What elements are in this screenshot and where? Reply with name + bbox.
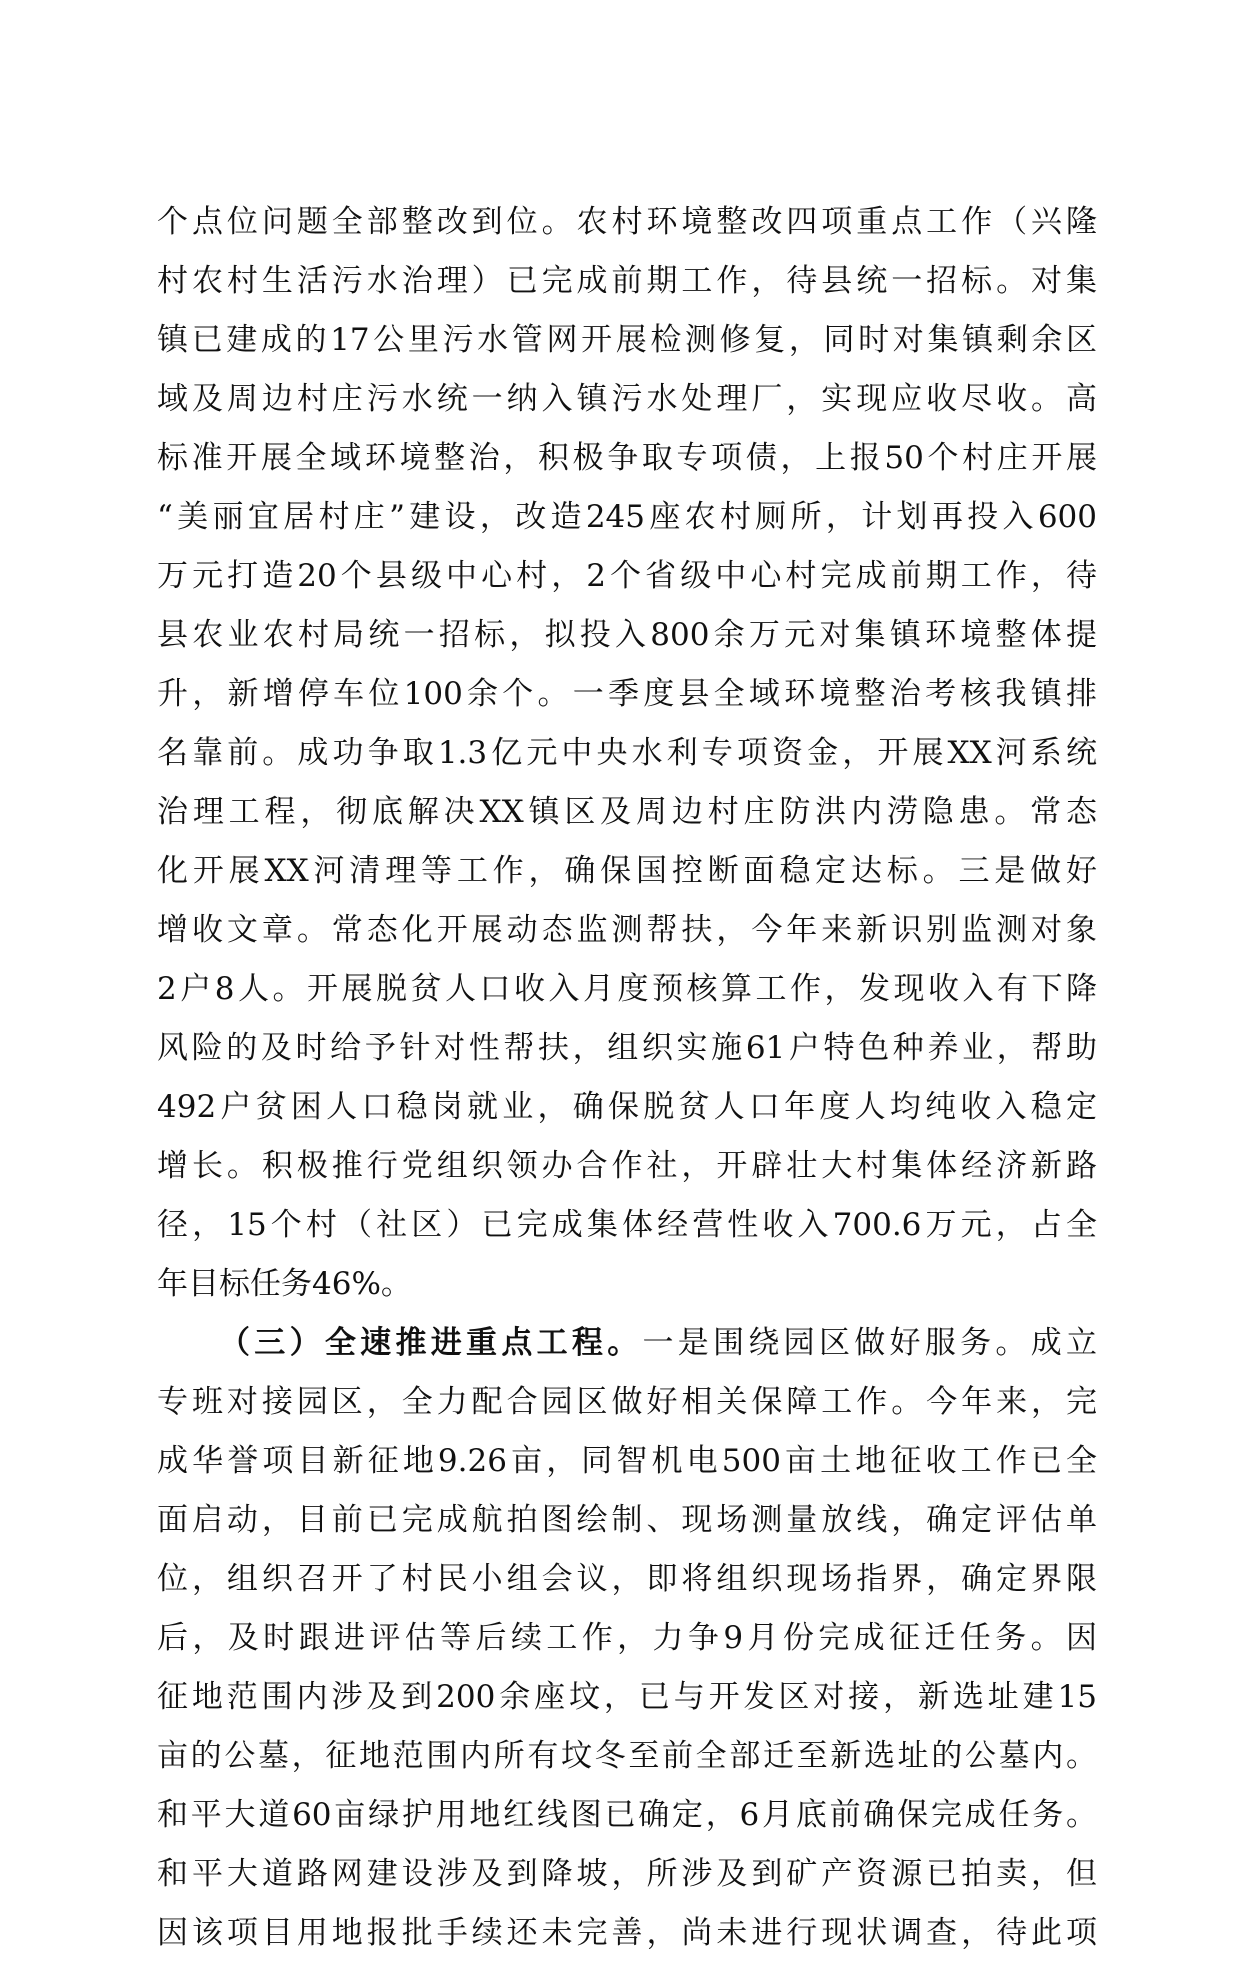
text-line: 和平大道路网建设涉及到降坡，所涉及到矿产资源已拍卖，但 (157, 1856, 1097, 1892)
text-line: 名靠前。成功争取1.3亿元中央水利专项资金，开展XX河系统 (157, 735, 1097, 771)
text-line: 征地范围内涉及到200余座坟，已与开发区对接，新选址建15 (157, 1679, 1097, 1715)
section-first-line-text: 一是围绕园区做好服务。成立 (642, 1325, 1097, 1361)
text-line: 化开展XX河清理等工作，确保国控断面稳定达标。三是做好 (157, 853, 1097, 889)
text-line: 县农业农村局统一招标，拟投入800余万元对集镇环境整体提 (157, 617, 1097, 653)
text-line: 和平大道60亩绿护用地红线图已确定，6月底前确保完成任务。 (157, 1797, 1097, 1833)
text-line: 径，15个村（社区）已完成集体经营性收入700.6万元，占全 (157, 1207, 1097, 1243)
text-line: 成华誉项目新征地9.26亩，同智机电500亩土地征收工作已全 (157, 1443, 1097, 1479)
text-line: 因该项目用地报批手续还未完善，尚未进行现状调查，待此项 (157, 1915, 1097, 1951)
text-line: 位，组织召开了村民小组会议，即将组织现场指界，确定界限 (157, 1561, 1097, 1597)
text-line: 风险的及时给予针对性帮扶，组织实施61户特色种养业，帮助 (157, 1030, 1097, 1066)
text-line: 面启动，目前已完成航拍图绘制、现场测量放线，确定评估单 (157, 1502, 1097, 1538)
text-line: 2户8人。开展脱贫人口收入月度预核算工作，发现收入有下降 (157, 971, 1097, 1007)
text-line: 治理工程，彻底解决XX镇区及周边村庄防洪内涝隐患。常态 (157, 794, 1097, 830)
text-line: 域及周边村庄污水统一纳入镇污水处理厂，实现应收尽收。高 (157, 381, 1097, 417)
text-line: “美丽宜居村庄”建设，改造245座农村厕所，计划再投入600 (157, 499, 1097, 535)
body-text (157, 193, 1097, 1963)
text-line: 增长。积极推行党组织领办合作社，开辟壮大村集体经济新路 (157, 1148, 1097, 1184)
text-line: 后，及时跟进评估等后续工作，力争9月份完成征迁任务。因 (157, 1620, 1097, 1656)
text-line: 村农村生活污水治理）已完成前期工作，待县统一招标。对集 (157, 263, 1097, 299)
text-line: 个点位问题全部整改到位。农村环境整改四项重点工作（兴隆 (157, 204, 1097, 240)
text-line: 亩的公墓，征地范围内所有坟冬至前全部迁至新选址的公墓内。 (157, 1738, 1097, 1774)
section-heading: （三）全速推进重点工程。 (219, 1325, 643, 1361)
text-line: 标准开展全域环境整治，积极争取专项债，上报50个村庄开展 (157, 440, 1097, 476)
text-line: 升，新增停车位100余个。一季度县全域环境整治考核我镇排 (157, 676, 1097, 712)
section-first-line (157, 1314, 1097, 1373)
text-line: 年目标任务46%。 (157, 1266, 412, 1302)
text-line: 专班对接园区，全力配合园区做好相关保障工作。今年来，完 (157, 1384, 1097, 1420)
text-line: 492户贫困人口稳岗就业，确保脱贫人口年度人均纯收入稳定 (157, 1089, 1097, 1125)
text-line: 万元打造20个县级中心村，2个省级中心村完成前期工作，待 (157, 558, 1097, 594)
text-line: 增收文章。常态化开展动态监测帮扶，今年来新识别监测对象 (157, 912, 1097, 948)
text-line: 镇已建成的17公里污水管网开展检测修复，同时对集镇剩余区 (157, 322, 1097, 358)
